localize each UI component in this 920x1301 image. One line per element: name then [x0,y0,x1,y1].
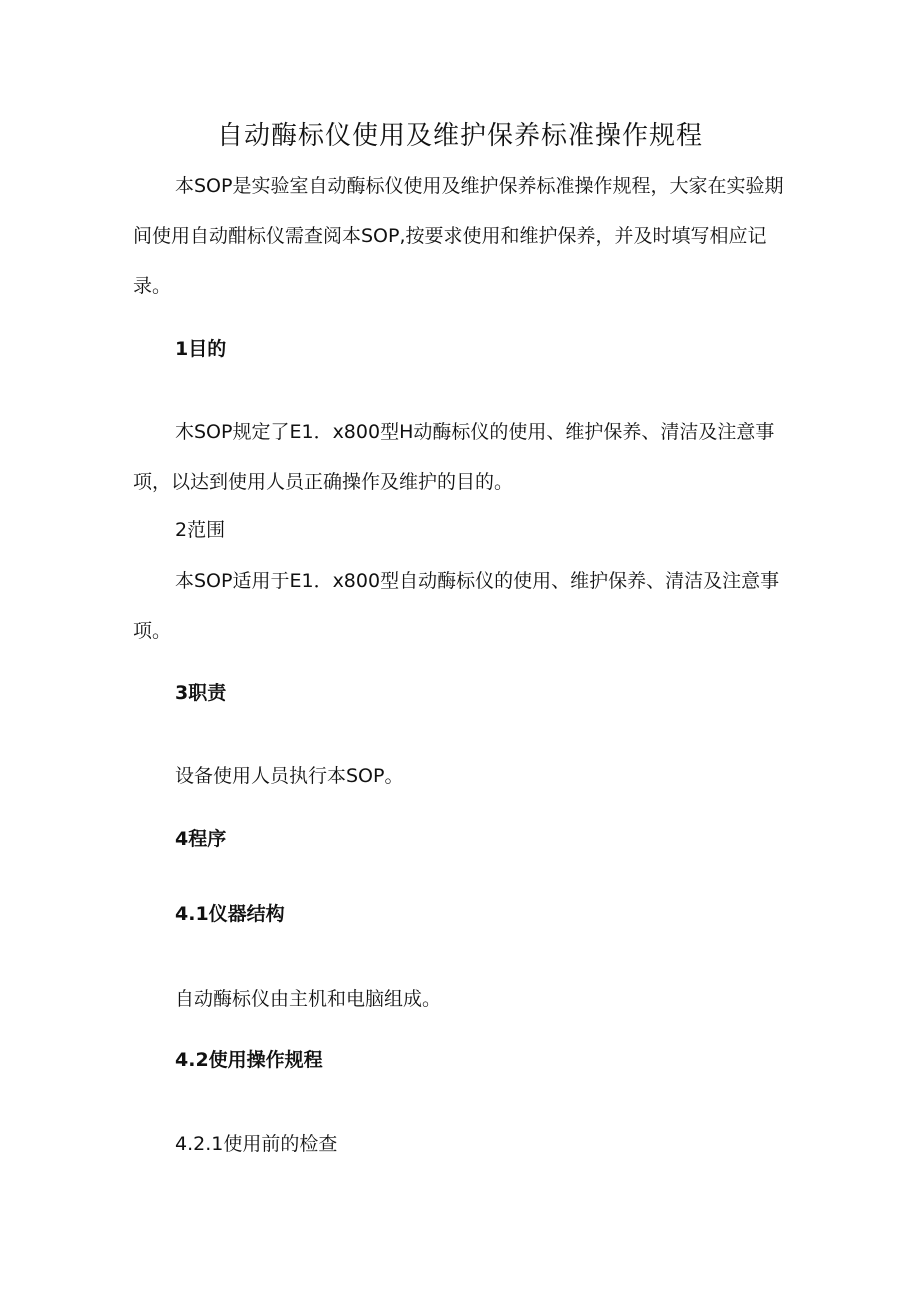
section-heading-operation: 4.2使用操作规程 [175,1049,323,1071]
section-text-purpose: 木SOP规定了E1．x800型H动酶标仪的使用、维护保养、清洁及注意事项，以达到使用人员正确操作及维护的目的。 [133,421,775,493]
document-title: 自动酶标仪使用及维护保养标准操作规程 [216,121,703,151]
section-text-scope: 本SOP适用于E1．x800型自动酶标仪的使用、维护保养、清洁及注意事项。 [133,570,780,642]
section-heading-pre-check: 4.2.1使用前的检查 [175,1133,338,1155]
section-heading-procedure: 4程序 [175,828,227,850]
section-text-structure: 自动酶标仪由主机和电脑组成。 [175,988,442,1010]
intro-paragraph: 本SOP是实验室自动酶标仪使用及维护保养标准操作规程，大家在实验期间使用自动酣标仪需查阅本SOP,按要求使用和维护保养，并及时填写相应记录。 [133,175,784,297]
section-heading-responsibility: 3职责 [175,682,227,704]
section-text-responsibility: 设备使用人员执行本SOP。 [175,765,404,787]
section-heading-scope: 2范围 [175,519,226,541]
section-heading-purpose: 1目的 [175,338,227,360]
section-heading-structure: 4.1仪器结构 [175,903,285,925]
